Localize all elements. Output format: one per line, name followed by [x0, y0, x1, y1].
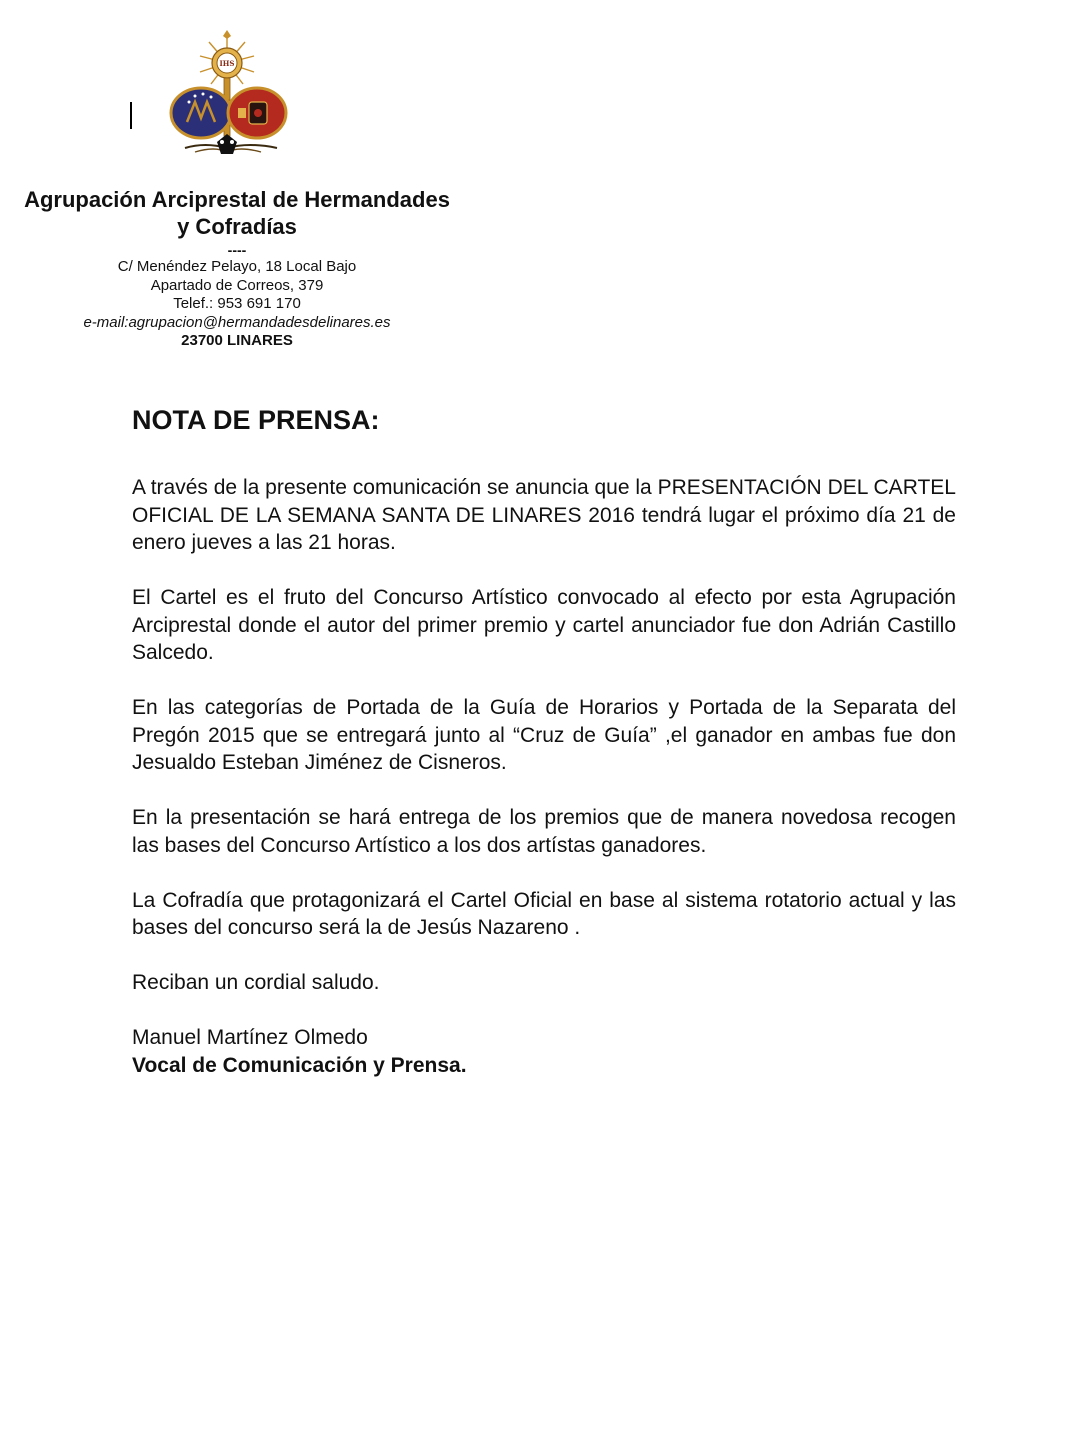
- signer-name: Manuel Martínez Olmedo: [132, 1026, 368, 1049]
- text-cursor: [130, 102, 132, 129]
- organization-name-line2: y Cofradías: [177, 214, 297, 239]
- paragraph-contest: El Cartel es el fruto del Concurso Artístico convocado al efecto por esta Agrupación Arciprestal donde el autor del primer premio y cartel anunciador fue don Adrián Castillo Salcedo.: [132, 586, 956, 664]
- paragraph-brotherhood: La Cofradía que protagonizará el Cartel Oficial en base al sistema rotatorio actual y las bases del concurso será la de Jesús Nazareno .: [132, 888, 956, 939]
- email-address: e-mail:agrupacion@hermandadesdelinares.es: [83, 313, 391, 331]
- letterhead-separator: ----: [227, 242, 247, 258]
- signer-role: Vocal de Comunicación y Prensa.: [132, 1053, 467, 1077]
- paragraph-greeting: Reciban un cordial saludo.: [132, 971, 380, 994]
- letterhead: [12, 186, 462, 351]
- paragraph-categories: En las categorías de Portada de la Guía de Horarios y Portada de la Separata del Pregón 2015 que se entregará junto al “Cruz de Guía” ,el ganador en ambas fue don Jesualdo Esteban Jiménez de Cisneros.: [132, 696, 956, 774]
- organization-name-line1: Agrupación Arciprestal de Hermandades: [24, 187, 450, 212]
- emblem-monogram: IHS: [219, 59, 235, 68]
- phone-number: Telef.: 953 691 170: [173, 295, 301, 312]
- paragraph-announcement: A través de la presente comunicación se anuncia que la PRESENTACIÓN DEL CARTEL OFICIAL DE LA SEMANA SANTA DE LINARES 2016 tendrá lugar el próximo día 21 de enero jueves a las 21 horas.: [132, 476, 956, 554]
- address-po-box: Apartado de Correos, 379: [150, 276, 324, 294]
- press-release-body: [132, 402, 956, 1079]
- paragraph-awards: En la presentación se hará entrega de los premios que de manera novedosa recogen las bases del Concurso Artístico a los dos artístas ganadores.: [132, 806, 956, 857]
- signature-block: [132, 1024, 956, 1079]
- address-street: C/ Menéndez Pelayo, 18 Local Bajo: [117, 258, 357, 275]
- document-heading: NOTA DE PRENSA:: [132, 405, 380, 435]
- brotherhood-emblem-icon: [165, 30, 290, 162]
- postal-city: 23700 LINARES: [181, 332, 293, 349]
